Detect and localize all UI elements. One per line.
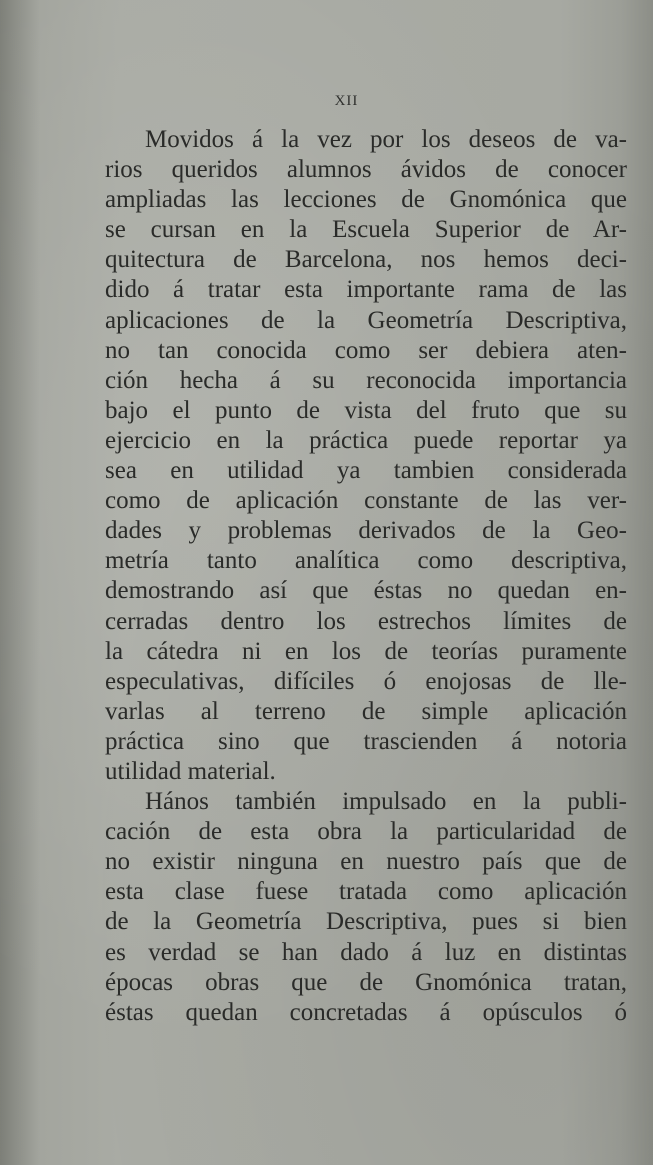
body-text <box>105 125 627 1028</box>
text-line: como de aplicación constante de las ver- <box>105 487 627 515</box>
text-line: ampliadas las lecciones de Gnomónica que <box>105 186 627 214</box>
text-line: bajo el punto de vista del fruto que su <box>105 396 627 424</box>
text-line: metría tanto analítica como descriptiva, <box>105 547 627 575</box>
text-line: la cátedra ni en los de teorías puramente <box>105 637 627 665</box>
text-line: ción hecha á su reconocida importancia <box>105 366 627 394</box>
text-line: Movidos á la vez por los deseos de va- <box>145 126 627 153</box>
text-line: aplicaciones de la Geometría Descriptiva, <box>105 306 627 334</box>
paragraph-1 <box>105 125 627 787</box>
text-line: es verdad se han dado á luz en distintas <box>105 938 627 966</box>
text-line: utilidad material. <box>105 757 276 785</box>
text-line: ejercicio en la práctica puede reportar ya <box>105 426 627 454</box>
text-line: rios queridos alumnos ávidos de conocer <box>105 156 627 184</box>
text-line: no tan conocida como ser debiera aten- <box>105 336 627 364</box>
text-line: demostrando así que éstas no quedan en- <box>105 577 627 605</box>
text-line: quitectura de Barcelona, nos hemos deci- <box>105 246 627 274</box>
text-line: cación de esta obra la particularidad de <box>105 818 627 846</box>
text-line: cerradas dentro los estrechos límites de <box>105 607 627 635</box>
text-line: esta clase fuese tratada como aplicación <box>105 878 627 906</box>
text-line: se cursan en la Escuela Superior de Ar- <box>105 216 627 244</box>
text-line: práctica sino que trascienden á notoria <box>105 727 627 755</box>
text-line: éstas quedan concretadas á opúsculos ó <box>105 998 627 1026</box>
text-line: no existir ninguna en nuestro país que de <box>105 848 627 876</box>
page-number: XII <box>334 93 359 109</box>
text-line: varlas al terreno de simple aplicación <box>105 697 627 725</box>
text-line: dades y problemas derivados de la Geo- <box>105 517 627 545</box>
text-line: épocas obras que de Gnomónica tratan, <box>105 968 627 996</box>
text-line: sea en utilidad ya tambien considerada <box>105 457 627 485</box>
paragraph-2 <box>105 787 627 1028</box>
text-line: de la Geometría Descriptiva, pues si bien <box>105 908 627 936</box>
text-line: especulativas, difíciles ó enojosas de lle- <box>105 667 627 695</box>
text-line: dido á tratar esta importante rama de las <box>105 276 627 304</box>
text-line: Hános también impulsado en la publi- <box>145 788 627 816</box>
